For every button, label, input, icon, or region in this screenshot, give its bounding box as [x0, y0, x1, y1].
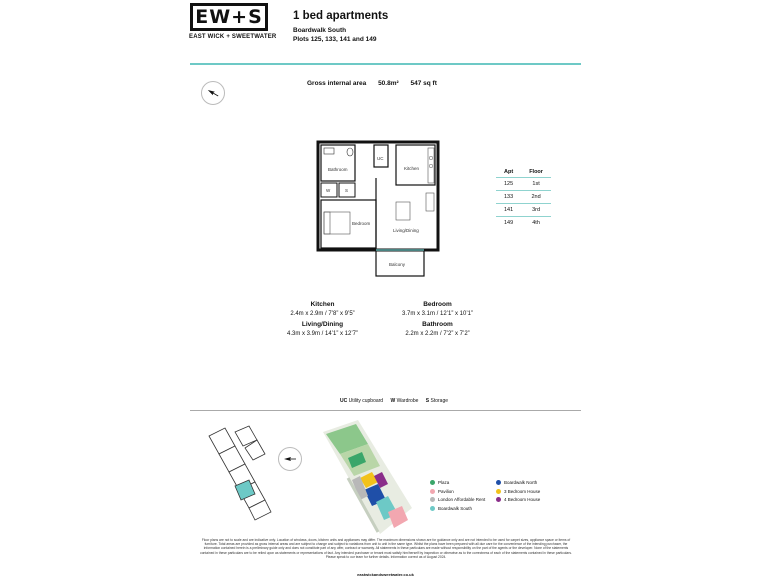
plot-numbers: Plots 125, 133, 141 and 149: [293, 36, 377, 43]
logo-tagline: EAST WICK + SWEETWATER: [189, 34, 277, 40]
floor-plan: [300, 138, 450, 278]
plan-label-living: Living/Dining: [393, 228, 419, 233]
disclaimer-text: Floor plans are not to scale and are indicative only. Location of windows, doors, kitchen units and appliances may differ. The maximum dimensions shown are for guidance only and are not intended to be used for carpet sizes, appliance space or items of furniture. Total areas are provided as gross internal areas and are subject to change and subject to variations from unit to unit in the same type. Whilst the plans have been prepared with all due care for the convenience of the intending purchaser, the information contained herein is a preliminary guide only and does not constitute part of any offer, contract or warranty. All statements in these particulars are made without responsibility on the part of the agents or the developer. None of the statements contained in these particulars are to be relied upon as statements or representations of fact. Any intended purchaser or tenant must satisfy him/herself by inspection or otherwise as to the correctness of each of the statements contained in these particulars. Please speak to our team for further details. Information correct as of August 2024.: [200, 538, 572, 559]
dimension-bedroom-name: Bedroom: [423, 301, 452, 308]
logo-mark: EW+S: [195, 6, 263, 28]
plan-label-balcony: Balcony: [389, 262, 406, 267]
dimension-kitchen-size: 2.4m x 2.9m / 7’8” x 9’5”: [290, 311, 355, 317]
legend-label: Boardwalk South: [438, 506, 473, 511]
legend-swatch: [496, 489, 501, 494]
plan-label-bedroom: Bedroom: [352, 221, 371, 226]
legend-swatch: [496, 497, 501, 502]
dimension-bathroom: [370, 321, 505, 337]
dimension-living-name: Living/Dining: [301, 321, 344, 328]
area-imperial: 547 sq ft: [410, 80, 437, 87]
dimension-kitchen-name: Kitchen: [310, 301, 335, 308]
dimension-bedroom-size: 3.7m x 3.1m / 12’1” x 10’1”: [401, 311, 474, 317]
legend-boardwalk-north: [496, 480, 537, 485]
legend-4-bedroom-house: [496, 497, 540, 502]
site-plan-map: [318, 418, 413, 536]
dimension-bathroom-name: Bathroom: [422, 321, 453, 328]
key-w-text: Wardrobe: [396, 398, 419, 404]
legend-swatch: [430, 506, 435, 511]
floor-number: 2nd: [521, 191, 551, 204]
table-header-apt: Apt: [504, 169, 514, 175]
apt-number: 125: [496, 178, 521, 191]
key-s-abbr: S: [425, 398, 430, 404]
north-compass-icon: [201, 81, 225, 105]
plan-label-uc: UC: [377, 156, 384, 161]
gross-internal-area: [307, 80, 447, 87]
brand-logo: [190, 3, 268, 31]
legend-label: London Affordable Rent: [438, 497, 486, 502]
area-label: Gross internal area: [307, 80, 367, 87]
plan-label-s: S: [345, 188, 349, 193]
apartment-floor-table: [496, 167, 551, 229]
building-location-diagram: [205, 424, 280, 524]
legend-label: 4 Bedroom House: [504, 497, 541, 502]
legend-plaza: [430, 480, 449, 485]
table-row: [496, 204, 551, 217]
floor-number: 3rd: [521, 204, 551, 217]
abbreviation-key: [340, 398, 448, 404]
key-s-text: Storage: [430, 398, 449, 404]
legend-swatch: [430, 489, 435, 494]
plan-label-w: W: [326, 188, 331, 193]
legend-boardwalk-south: [430, 506, 472, 511]
dimension-bathroom-size: 2.2m x 2.2m / 7’2” x 7’2”: [405, 331, 470, 337]
legend-label: Pavilion: [438, 489, 454, 494]
legend-affordable-rent: [430, 497, 485, 502]
page-title: 1 bed apartments: [293, 10, 389, 22]
key-w-abbr: W: [390, 398, 396, 404]
legend-label: Plaza: [438, 480, 450, 485]
dimension-bedroom: [370, 301, 505, 317]
location-name: Boardwalk South: [293, 27, 347, 34]
table-header-floor: Floor: [529, 169, 543, 175]
table-row: [496, 191, 551, 204]
section-divider: [190, 410, 581, 411]
floor-number: 4th: [521, 217, 551, 230]
legend-swatch: [430, 480, 435, 485]
apt-number: 133: [496, 191, 521, 204]
legend-swatch: [496, 480, 501, 485]
legend-label: 3 Bedroom House: [504, 489, 541, 494]
site-compass-icon: [278, 447, 302, 471]
legend-pavilion: [430, 489, 454, 494]
legend-swatch: [430, 497, 435, 502]
floor-number: 1st: [521, 178, 551, 191]
table-row: [496, 217, 551, 230]
area-metric: 50.8m²: [378, 80, 399, 87]
table-row: [496, 178, 551, 191]
apt-number: 141: [496, 204, 521, 217]
accent-divider: [190, 63, 581, 65]
key-uc-abbr: UC: [340, 398, 348, 404]
plan-label-kitchen: Kitchen: [404, 166, 420, 171]
dimension-living-size: 4.3m x 3.9m / 14’1” x 12’7”: [286, 331, 359, 337]
website-link[interactable]: eastwickandsweetwater.co.uk: [357, 572, 414, 577]
key-uc-text: Utility cupboard: [348, 398, 384, 404]
legend-3-bedroom-house: [496, 489, 540, 494]
plan-label-bathroom: Bathroom: [328, 167, 348, 172]
apt-number: 149: [496, 217, 521, 230]
legend-label: Boardwalk North: [504, 480, 538, 485]
